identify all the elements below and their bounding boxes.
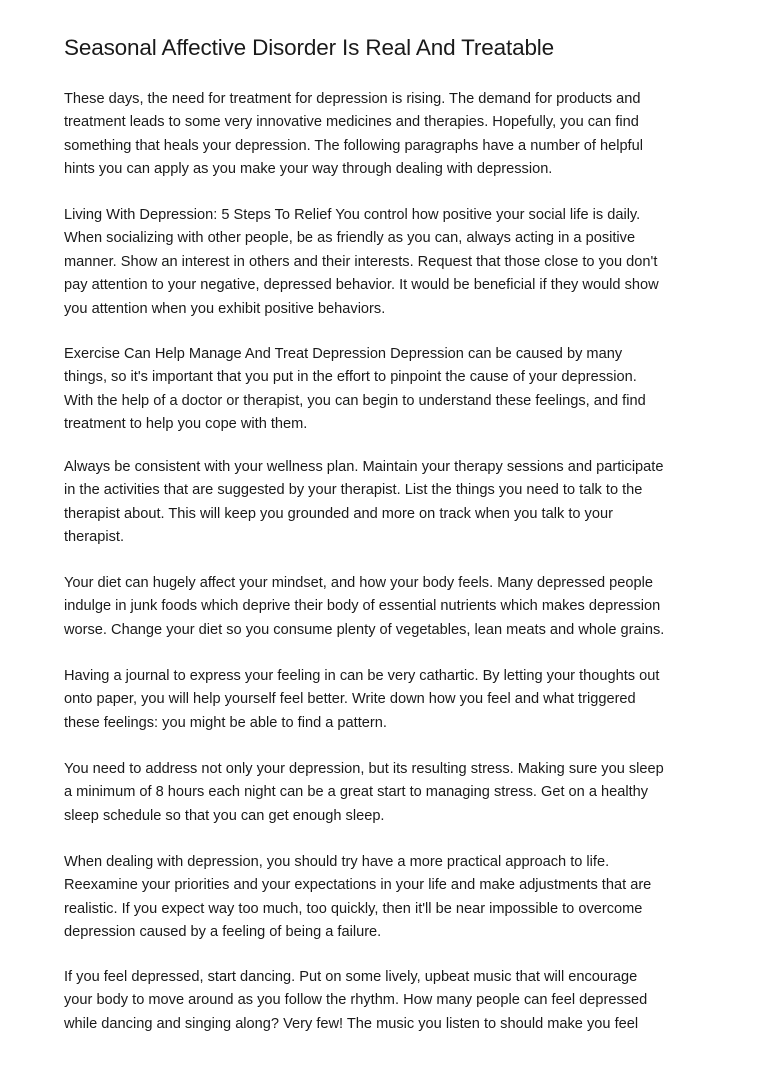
paragraph-8	[64, 851, 651, 945]
paragraph-line: sleep schedule so that you can get enough sleep.	[64, 807, 385, 824]
paragraph-line: depression caused by a feeling of being a failure.	[64, 924, 382, 941]
paragraph-line: pay attention to your negative, depressed behavior. It would be beneficial if they would show	[64, 277, 659, 294]
paragraph-line: therapist.	[64, 529, 125, 546]
paragraph-line: Reexamine your priorities and your expectations in your life and make adjustments that are	[64, 877, 652, 894]
paragraph-line: If you feel depressed, start dancing. Put on some lively, upbeat music that will encourage	[64, 969, 638, 985]
paragraph-line: these feelings: you might be able to find a pattern.	[64, 714, 387, 731]
paragraph-9	[64, 966, 647, 1036]
paragraph-line: Exercise Can Help Manage And Treat Depression Depression can be caused by many	[64, 346, 623, 362]
paragraph-line: indulge in junk foods which deprive their body of essential nutrients which makes depression	[64, 598, 661, 615]
paragraph-line: your body to move around as you follow the rhythm. How many people can feel depressed	[64, 992, 648, 1009]
paragraph-line: worse. Change your diet so you consume plenty of vegetables, lean meats and whole grains.	[64, 621, 665, 638]
paragraph-line: When dealing with depression, you should try have a more practical approach to life.	[64, 854, 610, 870]
paragraph-line: With the help of a doctor or therapist, you can begin to understand these feelings, and find	[64, 392, 646, 409]
paragraph-line: a minimum of 8 hours each night can be a great start to managing stress. Get on a healthy	[64, 784, 649, 801]
paragraph-line: in the activities that are suggested by your therapist. List the things you need to talk to the	[64, 482, 643, 499]
paragraph-line: something that heals your depression. The following paragraphs have a number of helpful	[64, 137, 643, 154]
paragraph-4	[64, 456, 663, 550]
paragraph-line: Your diet can hugely affect your mindset, and how your body feels. Many depressed people	[64, 575, 653, 591]
paragraph-line: Having a journal to express your feeling in can be very cathartic. By letting your thoughts out	[64, 668, 660, 684]
paragraph-line: Always be consistent with your wellness plan. Maintain your therapy sessions and participate	[64, 459, 664, 475]
paragraph-line: while dancing and singing along? Very few! The music you listen to should make you feel	[64, 1015, 639, 1032]
paragraph-line: you attention when you exhibit positive behaviors.	[64, 300, 386, 317]
paragraph-line: realistic. If you expect way too much, too quickly, then it'll be near impossible to overcome	[64, 900, 643, 917]
paragraph-6	[64, 665, 659, 735]
paragraph-line: Living With Depression: 5 Steps To Relief You control how positive your social life is daily.	[64, 207, 641, 223]
paragraph-line: You need to address not only your depression, but its resulting stress. Making sure you sleep	[64, 761, 664, 777]
paragraph-line: treatment leads to some very innovative medicines and therapies. Hopefully, you can find	[64, 114, 639, 131]
paragraph-line: When socializing with other people, be as friendly as you can, always acting in a positive	[64, 230, 636, 247]
paragraph-line: These days, the need for treatment for depression is rising. The demand for products and	[64, 91, 641, 107]
paragraph-line: therapist about. This will keep you grounded and more on track when you talk to your	[64, 505, 613, 522]
paragraph-line: treatment to help you cope with them.	[64, 416, 308, 433]
paragraph-2	[64, 204, 659, 321]
paragraph-line: things, so it's important that you put in the effort to pinpoint the cause of your depression.	[64, 369, 637, 386]
paragraph-line: onto paper, you will help yourself feel better. Write down how you feel and what triggered	[64, 691, 636, 708]
paragraph-line: hints you can apply as you make your way through dealing with depression.	[64, 161, 553, 178]
paragraph-1	[64, 88, 643, 182]
paragraph-line: manner. Show an interest in others and their interests. Request that those close to you don't	[64, 253, 658, 270]
paragraph-5	[64, 572, 664, 642]
document-title: Seasonal Affective Disorder Is Real And Treatable	[64, 35, 555, 60]
paragraph-7	[64, 758, 664, 828]
paragraph-3	[64, 343, 646, 437]
